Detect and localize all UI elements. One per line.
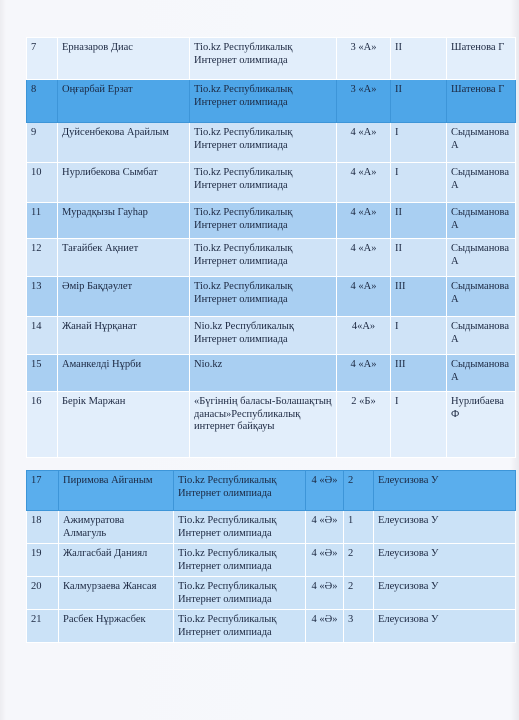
place-result: II <box>391 203 447 239</box>
student-name: Аманкелді Нұрби <box>58 355 190 392</box>
student-name: Берік Маржан <box>58 392 190 458</box>
place-result: 3 <box>344 610 374 643</box>
place-result: III <box>391 277 447 317</box>
class-grade: 4 «А» <box>337 123 391 163</box>
teacher-name: Елеусизова У <box>374 544 516 577</box>
row-number: 12 <box>27 239 58 277</box>
class-grade: 4 «А» <box>337 203 391 239</box>
table-row <box>27 392 516 458</box>
teacher-name: Елеусизова У <box>374 471 516 511</box>
event-name: Tio.kz Республикалық Интернет олимпиада <box>190 163 337 203</box>
results-table-1 <box>26 37 516 458</box>
event-name: Tio.kz Республикалық Интернет олимпиада <box>190 38 337 80</box>
place-result: 1 <box>344 511 374 544</box>
row-number: 17 <box>27 471 59 511</box>
class-grade: 4 «А» <box>337 355 391 392</box>
row-number: 7 <box>27 38 58 80</box>
student-name: Оңғарбай Ерзат <box>58 80 190 123</box>
event-name: Tio.kz Республикалық Интернет олимпиада <box>174 471 306 511</box>
table-row <box>27 277 516 317</box>
row-number: 21 <box>27 610 59 643</box>
event-name: Tio.kz Республикалық Интернет олимпиада <box>174 511 306 544</box>
event-name: Tio.kz Республикалық Интернет олимпиада <box>174 610 306 643</box>
row-number: 8 <box>27 80 58 123</box>
place-result: I <box>391 123 447 163</box>
event-name: Tio.kz Республикалық Интернет олимпиада <box>174 577 306 610</box>
teacher-name: Сыдыманова А <box>447 163 516 203</box>
table-row <box>27 163 516 203</box>
row-number: 11 <box>27 203 58 239</box>
class-grade: 4 «Ә» <box>306 544 344 577</box>
class-grade: 4 «А» <box>337 163 391 203</box>
event-name: Tio.kz Республикалық Интернет олимпиада <box>190 80 337 123</box>
event-name: Tio.kz Республикалық Интернет олимпиада <box>190 239 337 277</box>
place-result: I <box>391 317 447 355</box>
teacher-name: Елеусизова У <box>374 511 516 544</box>
teacher-name: Шатенова Г <box>447 80 516 123</box>
teacher-name: Сыдыманова А <box>447 355 516 392</box>
class-grade: 3 «А» <box>337 38 391 80</box>
event-name: Tio.kz Республикалық Интернет олимпиада <box>190 277 337 317</box>
class-grade: 4 «Ә» <box>306 610 344 643</box>
table-row <box>27 471 516 511</box>
class-grade: 4 «Ә» <box>306 577 344 610</box>
student-name: Әмір Бақдәулет <box>58 277 190 317</box>
student-name: Нурлибекова Сымбат <box>58 163 190 203</box>
student-name: Калмурзаева Жансая <box>59 577 174 610</box>
event-name: Tio.kz Республикалық Интернет олимпиада <box>174 544 306 577</box>
class-grade: 4 «Ә» <box>306 511 344 544</box>
teacher-name: Шатенова Г <box>447 38 516 80</box>
table-row <box>27 355 516 392</box>
table-row <box>27 239 516 277</box>
teacher-name: Сыдыманова А <box>447 203 516 239</box>
student-name: Ажимуратова Алмагуль <box>59 511 174 544</box>
teacher-name: Нурлибаева Ф <box>447 392 516 458</box>
table-row <box>27 577 516 610</box>
place-result: II <box>391 38 447 80</box>
class-grade: 4 «А» <box>337 277 391 317</box>
event-name: Tio.kz Республикалық Интернет олимпиада <box>190 203 337 239</box>
row-number: 13 <box>27 277 58 317</box>
event-name: Nio.kz Республикалық Интернет олимпиада <box>190 317 337 355</box>
table-row <box>27 317 516 355</box>
table-row <box>27 38 516 80</box>
row-number: 9 <box>27 123 58 163</box>
teacher-name: Сыдыманова А <box>447 123 516 163</box>
teacher-name: Сыдыманова А <box>447 239 516 277</box>
table-row <box>27 610 516 643</box>
row-number: 16 <box>27 392 58 458</box>
student-name: Жалгасбай Даниял <box>59 544 174 577</box>
student-name: Дуйсенбекова Арайлым <box>58 123 190 163</box>
student-name: Жанай Нұрқанат <box>58 317 190 355</box>
teacher-name: Елеусизова У <box>374 577 516 610</box>
row-number: 19 <box>27 544 59 577</box>
teacher-name: Елеусизова У <box>374 610 516 643</box>
place-result: 2 <box>344 544 374 577</box>
table-row <box>27 123 516 163</box>
student-name: Расбек Нұржасбек <box>59 610 174 643</box>
row-number: 15 <box>27 355 58 392</box>
row-number: 18 <box>27 511 59 544</box>
student-name: Мурадқызы Гауһар <box>58 203 190 239</box>
event-name: Tio.kz Республикалық Интернет олимпиада <box>190 123 337 163</box>
place-result: II <box>391 239 447 277</box>
student-name: Ерназаров Диас <box>58 38 190 80</box>
place-result: 2 <box>344 577 374 610</box>
student-name: Тағайбек Ақниет <box>58 239 190 277</box>
place-result: I <box>391 392 447 458</box>
teacher-name: Сыдыманова А <box>447 277 516 317</box>
row-number: 20 <box>27 577 59 610</box>
class-grade: 4 «А» <box>337 239 391 277</box>
place-result: I <box>391 163 447 203</box>
class-grade: 3 «А» <box>337 80 391 123</box>
place-result: II <box>391 80 447 123</box>
place-result: 2 <box>344 471 374 511</box>
student-name: Пиримова Айганым <box>59 471 174 511</box>
event-name: Nio.kz <box>190 355 337 392</box>
table-row <box>27 511 516 544</box>
row-number: 14 <box>27 317 58 355</box>
class-grade: 4«А» <box>337 317 391 355</box>
teacher-name: Сыдыманова А <box>447 317 516 355</box>
class-grade: 4 «Ә» <box>306 471 344 511</box>
table-row <box>27 80 516 123</box>
place-result: III <box>391 355 447 392</box>
table-row <box>27 544 516 577</box>
row-number: 10 <box>27 163 58 203</box>
class-grade: 2 «Б» <box>337 392 391 458</box>
table-row <box>27 203 516 239</box>
event-name: «Бүгіннің баласы-Болашақтың данасы»Республикалық интернет байқауы <box>190 392 337 458</box>
results-table-2 <box>26 470 516 643</box>
